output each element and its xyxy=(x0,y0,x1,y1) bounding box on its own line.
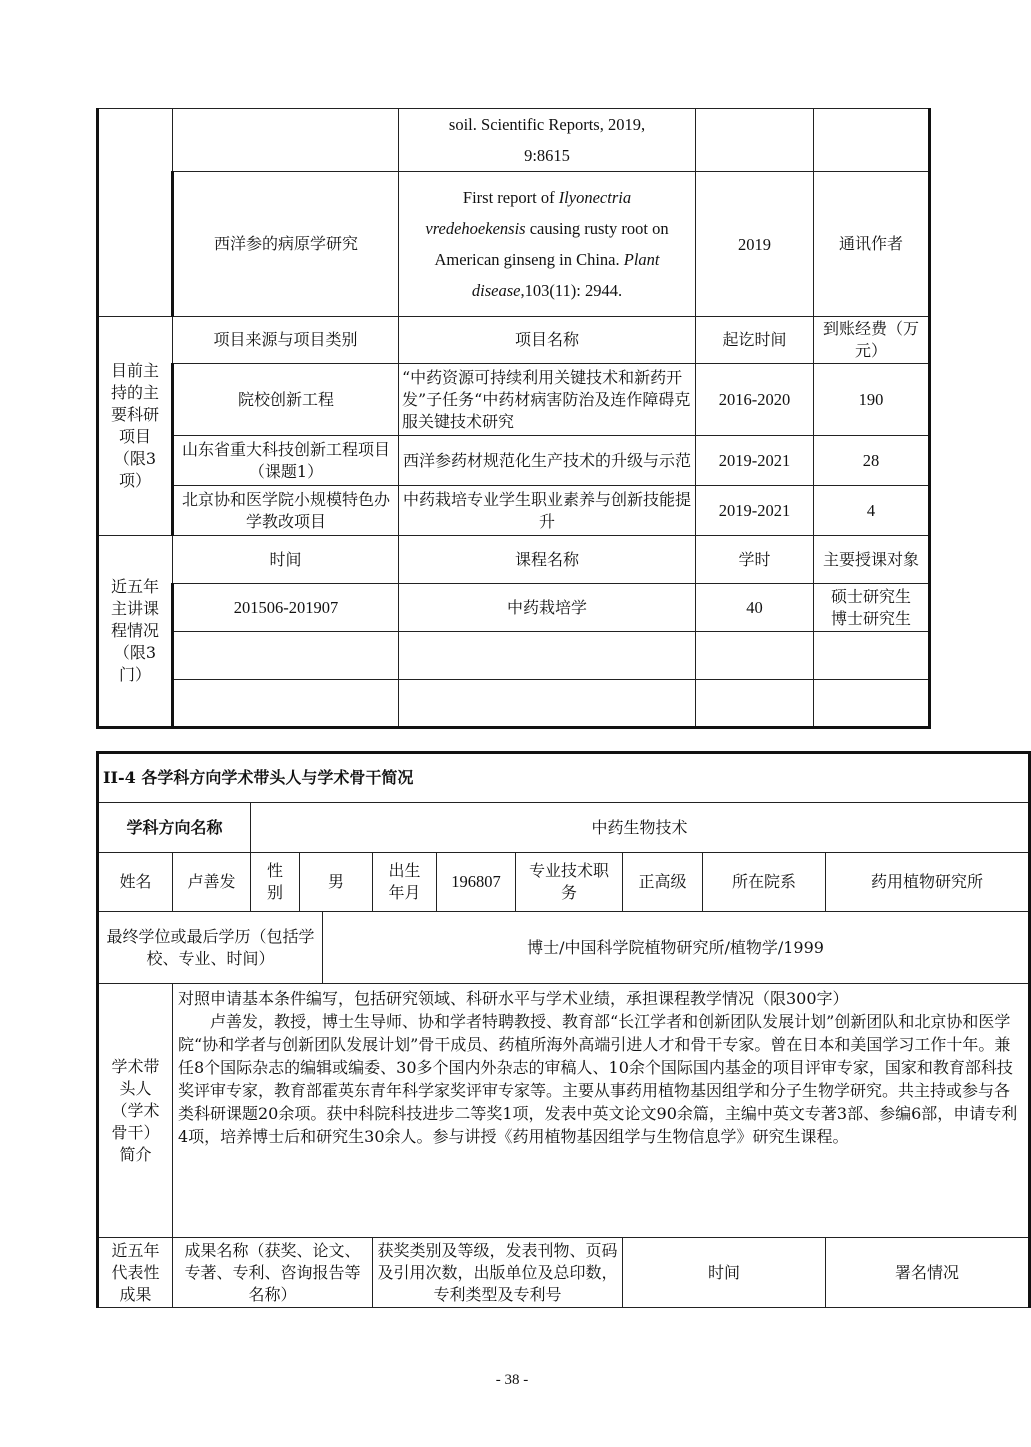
project-source: 院校创新工程 xyxy=(173,364,399,436)
publication-row xyxy=(98,109,930,172)
empty-cell xyxy=(399,680,696,728)
project-row xyxy=(98,364,930,436)
pub-title xyxy=(173,109,399,172)
pub-title: 西洋参的病原学研究 xyxy=(173,172,399,317)
pub-citation: soil. Scientific Reports, 2019, 9:8615 xyxy=(399,109,696,172)
name-label: 姓名 xyxy=(98,853,173,912)
empty-cell xyxy=(696,632,814,680)
project-row xyxy=(98,486,930,536)
gender-label: 性别 xyxy=(251,853,300,912)
dept-label: 所在院系 xyxy=(703,853,826,912)
degree-label: 最终学位或最后学历（包括学校、专业、时间） xyxy=(98,912,323,984)
pub-citation xyxy=(399,172,696,317)
project-period: 2019-2021 xyxy=(696,436,814,486)
courses-header: 学时 xyxy=(696,536,814,584)
project-name: 中药栽培专业学生职业素养与创新技能提升 xyxy=(399,486,696,536)
project-funds: 190 xyxy=(814,364,930,436)
section-title-row xyxy=(98,753,1030,803)
project-funds: 4 xyxy=(814,486,930,536)
course-hours: 40 xyxy=(696,584,814,632)
project-source: 北京协和医学院小规模特色办学教改项目 xyxy=(173,486,399,536)
achievements-header: 获奖类别及等级，发表刊物、页码及引用次数，出版单位及总印数，专利类型及专利号 xyxy=(373,1238,623,1308)
pub-year: 2019 xyxy=(696,172,814,317)
project-name: 西洋参药材规范化生产技术的升级与示范 xyxy=(399,436,696,486)
empty-cell xyxy=(814,680,930,728)
bio-row xyxy=(98,984,1030,1238)
course-row-empty xyxy=(98,632,930,680)
pub-role: 通讯作者 xyxy=(814,172,930,317)
project-period: 2016-2020 xyxy=(696,364,814,436)
achievements-header: 成果名称（获奖、论文、专著、专利、咨询报告等名称） xyxy=(173,1238,373,1308)
section-title: II-4 各学科方向学术带头人与学术骨干简况 xyxy=(98,753,1030,803)
page-number: - 38 - xyxy=(495,1372,529,1388)
direction-value: 中药生物技术 xyxy=(251,803,1030,853)
projects-header-row xyxy=(98,317,930,364)
course-target: 硕士研究生 博士研究生 xyxy=(814,584,930,632)
degree-value: 博士/中国科学院植物研究所/植物学/1999 xyxy=(323,912,1030,984)
empty-cell xyxy=(814,632,930,680)
title-value: 正高级 xyxy=(623,853,703,912)
course-time: 201506-201907 xyxy=(173,584,399,632)
name-value: 卢善发 xyxy=(173,853,251,912)
birth-value: 196807 xyxy=(437,853,516,912)
projects-header: 到账经费（万元） xyxy=(814,317,930,364)
empty-cell xyxy=(173,680,399,728)
citation-text: ,103(11): 2944. xyxy=(520,281,623,300)
pub-role xyxy=(814,109,930,172)
course-row xyxy=(98,584,930,632)
dept-value: 药用植物研究所 xyxy=(826,853,1030,912)
faculty-profile-table xyxy=(96,751,1031,1308)
bio-label: 学术带头人（学术骨干）简介 xyxy=(98,984,173,1238)
bio-text: 卢善发，教授，博士生导师、协和学者特聘教授、教育部“长江学者和创新团队发展计划”创新团队和北京协和医学院“协和学者与创新团队发展计划”骨干成员、药植所海外高端引进人才和骨干专家。曾在日本和美国学习工作十年。兼任8个国际杂志的编辑或编委、30多个国内外杂志的审稿人、10余个国际国内基金的项目评审专家，国家和教育部科技奖评审专家，教育部霍英东青年科学家奖评审专家等。主要从事药用植物基因组学和分子生物学研究。共主持或参与各类科研课题20余项。获中科院科技进步二等奖1项，发表中英文论文90余篇，主编中英文专著3部、参编6部，申请专利4项，培养博士后和研究生30余人。参与讲授《药用植物基因组学与生物信息学》研究生课程。 xyxy=(178,1012,1018,1146)
courses-header-row xyxy=(98,536,930,584)
direction-row xyxy=(98,803,1030,853)
bio-cell xyxy=(173,984,1030,1238)
course-name: 中药栽培学 xyxy=(399,584,696,632)
empty-cell xyxy=(173,632,399,680)
gender-value: 男 xyxy=(300,853,373,912)
courses-header: 主要授课对象 xyxy=(814,536,930,584)
achievements-side-label: 近五年代表性成果 xyxy=(98,1238,173,1308)
upper-table xyxy=(96,108,931,729)
direction-label: 学科方向名称 xyxy=(98,803,251,853)
empty-cell xyxy=(399,632,696,680)
project-name: “中药资源可持续利用关键技术和新药开发”子任务“中药材病害防治及连作障碍克服关键技术研究 xyxy=(399,364,696,436)
achievements-header-row xyxy=(98,1238,1030,1308)
person-row xyxy=(98,853,1030,912)
achievements-header: 时间 xyxy=(623,1238,826,1308)
courses-side-label: 近五年主讲课程情况（限3门） xyxy=(98,536,173,728)
publication-row xyxy=(98,172,930,317)
bio-instruction: 对照申请基本条件编写，包括研究领域、科研水平与学术业绩，承担课程教学情况（限300字） xyxy=(178,989,849,1008)
course-row-empty xyxy=(98,680,930,728)
degree-row xyxy=(98,912,1030,984)
courses-header: 课程名称 xyxy=(399,536,696,584)
empty-cell xyxy=(696,680,814,728)
project-row xyxy=(98,436,930,486)
projects-header: 项目来源与项目类别 xyxy=(173,317,399,364)
projects-header: 项目名称 xyxy=(399,317,696,364)
project-funds: 28 xyxy=(814,436,930,486)
side-label-empty xyxy=(98,109,173,317)
achievements-header: 署名情况 xyxy=(826,1238,1030,1308)
courses-header: 时间 xyxy=(173,536,399,584)
birth-label: 出生年月 xyxy=(373,853,437,912)
project-period: 2019-2021 xyxy=(696,486,814,536)
citation-text: First report of xyxy=(462,188,559,207)
projects-header: 起讫时间 xyxy=(696,317,814,364)
citation-species: Ilyonectria vredehoekensis xyxy=(425,188,632,238)
title-label: 专业技术职 务 xyxy=(516,853,623,912)
projects-side-label: 目前主持的主要科研项目（限3项） xyxy=(98,317,173,536)
pub-year xyxy=(696,109,814,172)
citation-journal: Plant disease xyxy=(471,250,660,300)
project-source: 山东省重大科技创新工程项目（课题1） xyxy=(173,436,399,486)
citation-text: causing rusty root on American ginseng in China. xyxy=(434,219,669,269)
